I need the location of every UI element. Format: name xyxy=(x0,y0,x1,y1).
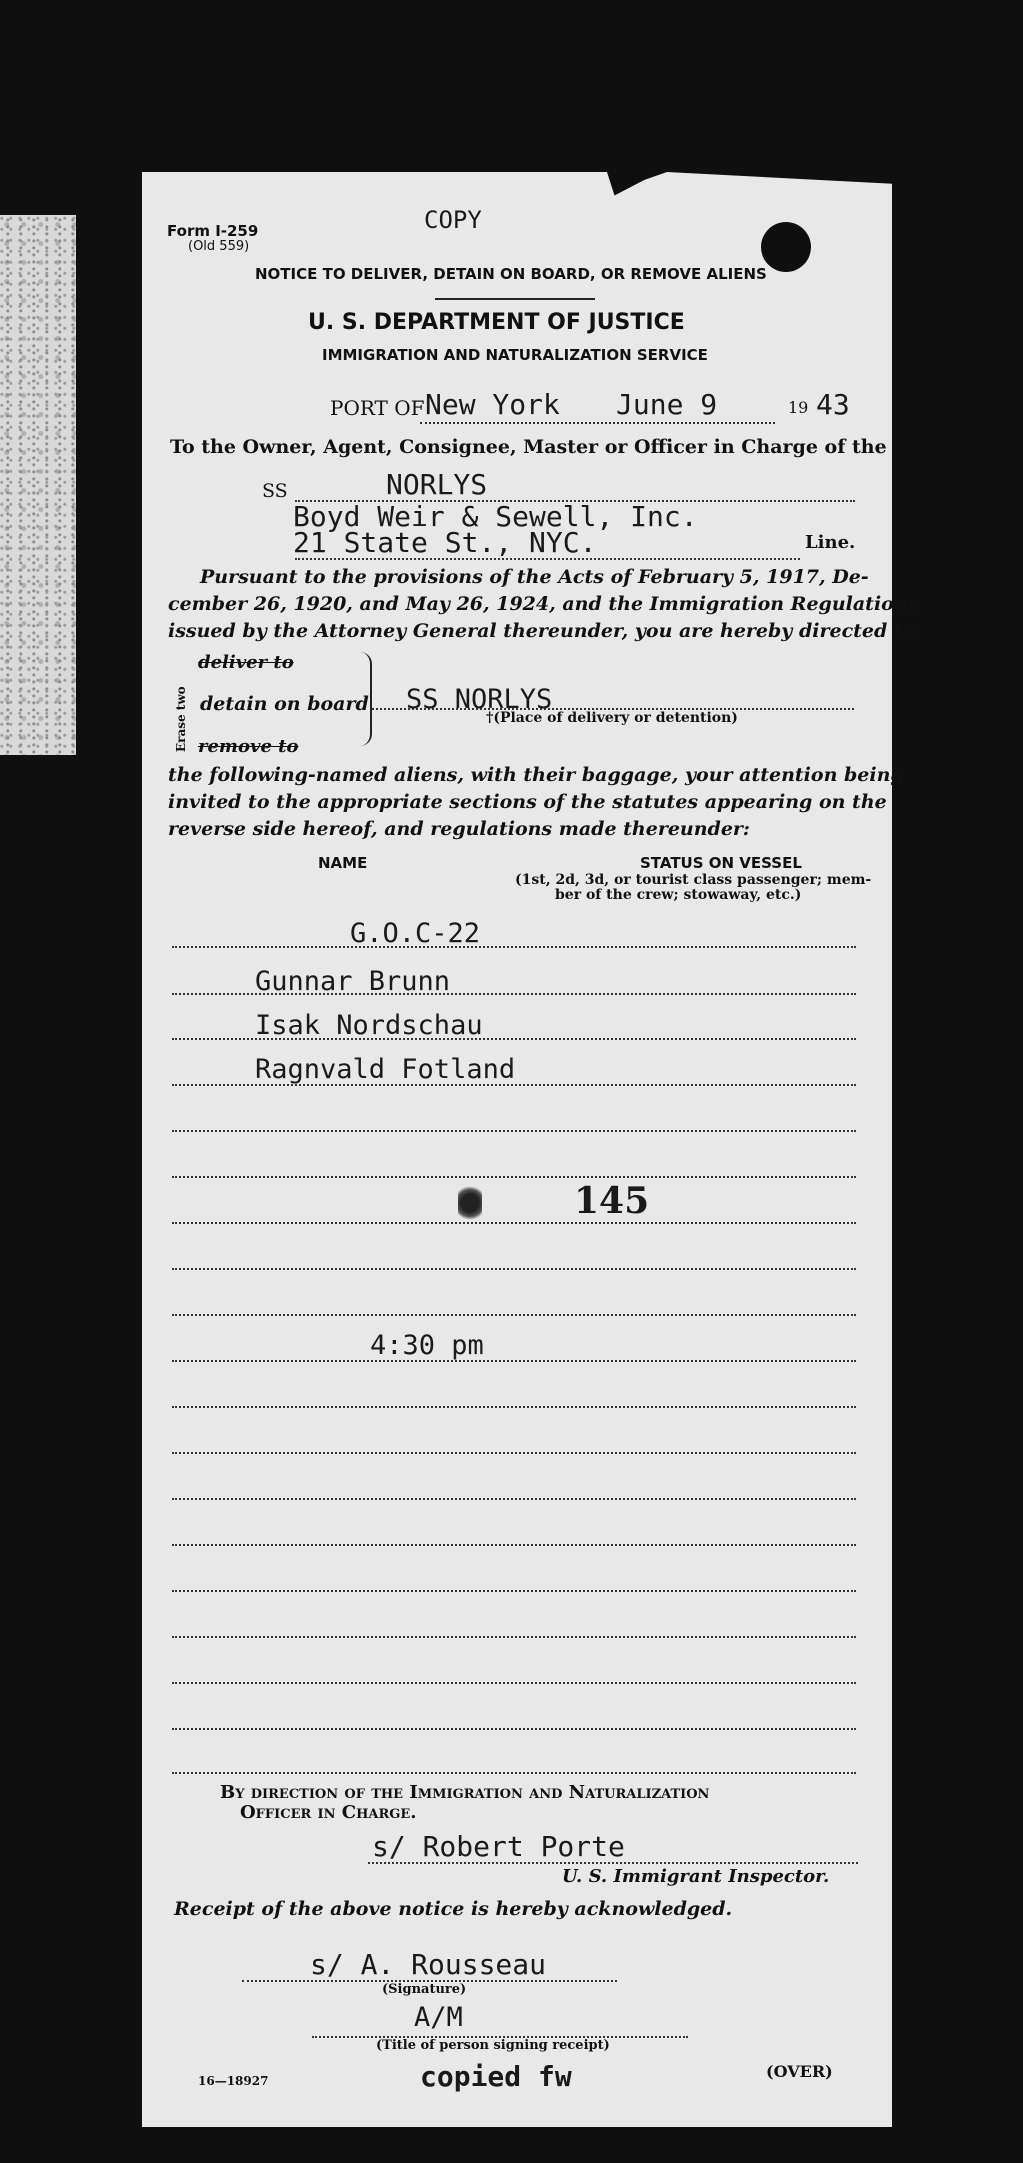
following-line-1: the following-named aliens, with their baggage, your attention being xyxy=(168,764,904,786)
port-line xyxy=(420,422,775,424)
entry-line xyxy=(172,1728,856,1730)
entry-line xyxy=(172,1360,856,1362)
place-value: SS NORLYS xyxy=(406,684,553,715)
inspector-signature-line xyxy=(368,1862,858,1864)
agent-line-2: 21 State St., NYC. xyxy=(293,526,597,559)
entry-line xyxy=(172,1222,856,1224)
entry-name: Gunnar Brunn xyxy=(255,966,451,997)
print-code: 16—18927 xyxy=(198,2074,269,2088)
paper-scrap-left xyxy=(0,215,76,755)
status-subheader-1: (1st, 2d, 3d, or tourist class passenger; mem- xyxy=(515,872,872,888)
following-line-2: invited to the appropriate sections of the statutes appearing on the xyxy=(168,791,887,813)
receipt-signature: s/ A. Rousseau xyxy=(310,1948,547,1981)
entry-line xyxy=(172,1452,856,1454)
port-value: New York xyxy=(425,388,560,421)
entry-line xyxy=(172,1406,856,1408)
agent-line-1: Boyd Weir & Sewell, Inc. xyxy=(293,500,698,533)
entry-name: Isak Nordschau xyxy=(255,1010,483,1041)
place-caption: †(Place of delivery or detention) xyxy=(486,710,738,726)
entry-line xyxy=(172,1772,856,1774)
port-label: PORT OF xyxy=(330,396,425,420)
entry-line xyxy=(172,1268,856,1270)
signature-caption: (Signature) xyxy=(382,1982,467,1997)
entry-line xyxy=(172,946,856,948)
inspector-title: U. S. Immigrant Inspector. xyxy=(562,1866,830,1887)
name-column-header: NAME xyxy=(318,854,368,872)
punch-hole xyxy=(761,222,811,272)
provisions-line-3: issued by the Attorney General thereunder, you are hereby directed to xyxy=(168,620,916,642)
header-rule xyxy=(435,298,595,300)
ship-name: NORLYS xyxy=(386,468,488,501)
entry-line xyxy=(172,1130,856,1132)
entry-number-stamp: 145 xyxy=(574,1180,650,1222)
date-value: June 9 xyxy=(616,388,718,421)
option-deliver: deliver to xyxy=(198,652,294,673)
direction-line-2: Officer in Charge. xyxy=(240,1802,417,1823)
entry-line xyxy=(172,1314,856,1316)
options-brace xyxy=(360,652,372,746)
over-label: (OVER) xyxy=(766,2062,833,2081)
inspector-signature: s/ Robert Porte xyxy=(372,1830,625,1863)
status-column-header: STATUS ON VESSEL xyxy=(640,854,802,872)
line-line xyxy=(295,558,800,560)
status-subheader-2: ber of the crew; stowaway, etc.) xyxy=(555,887,802,903)
service-title: IMMIGRATION AND NATURALIZATION SERVICE xyxy=(322,346,708,364)
entry-line xyxy=(172,1544,856,1546)
year-prefix: 19 xyxy=(788,398,809,417)
entry-reference: G.O.C-22 xyxy=(350,918,481,949)
notice-title: NOTICE TO DELIVER, DETAIN ON BOARD, OR REMOVE ALIENS xyxy=(255,265,767,283)
entry-line xyxy=(172,1682,856,1684)
form-old-number: (Old 559) xyxy=(188,239,250,254)
option-remove: remove to xyxy=(198,736,299,757)
entry-line xyxy=(172,1498,856,1500)
ss-label: SS xyxy=(262,480,288,502)
line-label: Line. xyxy=(805,532,856,553)
option-detain: detain on board xyxy=(200,693,369,715)
entry-time: 4:30 pm xyxy=(370,1330,484,1361)
erase-two-label: Erase two xyxy=(174,686,188,752)
receipt-line: Receipt of the above notice is hereby acknowledged. xyxy=(174,1898,733,1920)
copy-stamp: COPY xyxy=(424,206,482,234)
copied-note: copied fw xyxy=(420,2060,572,2093)
entry-line xyxy=(172,1636,856,1638)
following-line-3: reverse side hereof, and regulations made thereunder: xyxy=(168,818,750,840)
entry-name: Ragnvald Fotland xyxy=(255,1054,516,1085)
ink-smudge xyxy=(458,1184,482,1222)
entry-line xyxy=(172,1590,856,1592)
provisions-line-2: cember 26, 1920, and May 26, 1924, and the Immigration Regulations xyxy=(168,593,919,615)
direction-line-1: By direction of the Immigration and Naturalization xyxy=(220,1782,710,1803)
entry-line xyxy=(172,1176,856,1178)
department-title: U. S. DEPARTMENT OF JUSTICE xyxy=(308,310,685,335)
addressee-line: To the Owner, Agent, Consignee, Master or Officer in Charge of the xyxy=(170,436,887,458)
receipt-title: A/M xyxy=(414,2002,463,2033)
title-caption: (Title of person signing receipt) xyxy=(376,2038,610,2053)
provisions-line-1: Pursuant to the provisions of the Acts of February 5, 1917, De- xyxy=(200,566,869,588)
form-number: Form I-259 xyxy=(167,222,259,240)
year-suffix: 43 xyxy=(816,388,850,421)
